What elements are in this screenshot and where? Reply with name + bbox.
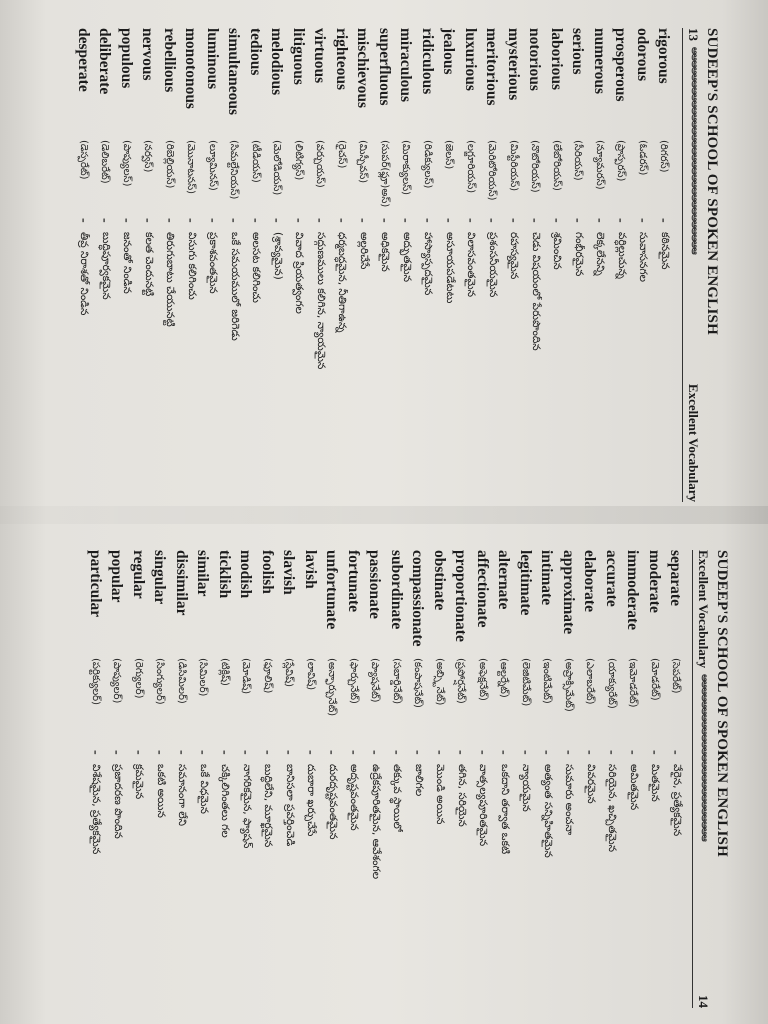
- vocab-meaning: విసుగు కలిగించు: [185, 232, 198, 300]
- vocab-entry: [94, 28, 116, 502]
- vocab-word: notorious: [526, 28, 544, 91]
- vocab-pronunciation: (మొనాటనస్): [185, 140, 197, 194]
- vocab-entry: [352, 28, 374, 502]
- left-page-title: SUDEEP'S SCHOOL OF SPOKEN ENGLISH: [704, 28, 720, 335]
- vocab-word: odorous: [633, 28, 651, 82]
- vocab-entry: [643, 550, 665, 1008]
- vocab-word: fortunate: [344, 550, 362, 612]
- vocab-pronunciation: (మోడిష్): [240, 658, 252, 695]
- vocab-dash: -: [290, 218, 306, 223]
- vocab-word: proportionate: [452, 550, 470, 642]
- vocab-pronunciation: (ఆల్టర్నేట్): [498, 658, 510, 698]
- vocab-word: miraculous: [397, 28, 415, 103]
- vocab-pronunciation: (రైచస్): [335, 140, 347, 169]
- vocab-entry: [622, 550, 644, 1008]
- vocab-pronunciation: (డెలిబరేట్): [99, 140, 111, 184]
- vocab-entry: [428, 550, 450, 1008]
- vocab-pronunciation: (పాప్యులర్): [111, 658, 123, 704]
- vocab-pronunciation: (టిక్లిష్): [218, 658, 230, 686]
- vocab-pronunciation: (రిడిక్యులస్): [421, 140, 433, 189]
- vocab-dash: -: [367, 750, 383, 755]
- vocab-entry: [72, 28, 94, 502]
- vocab-meaning: బుద్ధిలేని, మూర్ఖమైన: [262, 764, 275, 848]
- vocab-dash: -: [130, 750, 146, 755]
- vocab-dash: -: [441, 218, 457, 223]
- vocab-meaning: సుమారు అంచనా: [563, 764, 576, 836]
- vocab-pronunciation: (పర్టిక్యులర్): [89, 658, 101, 706]
- vocab-entry: [299, 550, 321, 1008]
- vocab-pronunciation: (మిరాక్యులస్): [400, 140, 412, 196]
- vocab-word: intimate: [538, 550, 556, 606]
- vocab-word: laborious: [547, 28, 565, 91]
- vocab-meaning: ఒకదాని తర్వాత ఒకటి: [498, 764, 511, 855]
- vocab-word: rigorous: [655, 28, 673, 84]
- vocab-word: separate: [667, 550, 685, 606]
- vocab-word: dissimilar: [172, 550, 190, 616]
- vocab-dash: -: [324, 750, 340, 755]
- vocab-dash: -: [312, 218, 328, 223]
- vocab-dash: -: [548, 218, 564, 223]
- vocab-entry: [665, 550, 687, 1008]
- vocab-dash: -: [613, 218, 629, 223]
- vocab-meaning: వివాద ప్రియత్వంగల: [293, 232, 306, 314]
- vocab-word: singular: [151, 550, 169, 605]
- right-page-title: SUDEEP'S SCHOOL OF SPOKEN ENGLISH: [714, 550, 730, 857]
- vocab-word: melodious: [268, 28, 286, 96]
- vocab-meaning: బుద్ధిపూర్వకమైన: [99, 232, 112, 300]
- vocab-word: nervous: [139, 28, 157, 81]
- vocab-pronunciation: (మెరిటోరియస్): [486, 140, 498, 201]
- vocab-word: mischievous: [354, 28, 372, 109]
- vocab-dash: -: [173, 750, 189, 755]
- vocab-entry: [149, 550, 171, 1008]
- vocab-dash: -: [474, 750, 490, 755]
- vocab-word: prosperous: [612, 28, 630, 102]
- vocab-pronunciation: (సిమల్టేనియస్): [228, 140, 240, 200]
- vocab-word: righteous: [332, 28, 350, 90]
- vocab-meaning: సరియైన, ఖచ్చితమైన: [606, 764, 619, 852]
- vocab-dash: -: [152, 750, 168, 755]
- vocab-pronunciation: (సింగ్యులర్): [154, 658, 166, 705]
- vocab-dash: -: [75, 218, 91, 223]
- vocab-entry: [201, 28, 223, 502]
- vocab-word: passionate: [366, 550, 384, 619]
- vocab-meaning: శ్రమించిన: [551, 232, 564, 270]
- vocab-entry: [244, 28, 266, 502]
- vocab-meaning: కలత చెందునట్టి: [142, 232, 155, 297]
- vocab-word: accurate: [602, 550, 620, 607]
- decorative-border-pattern: ఆఆఆఆఆఆఆఆఆఆఆఆఆఆఆఆఆఆఆఆఆఆఆఆఆఆఆఆఆఆఆ: [689, 47, 699, 255]
- vocab-entry: [364, 550, 386, 1008]
- vocab-dash: -: [668, 750, 684, 755]
- vocab-meaning: అల్లరిచేసే: [357, 232, 370, 270]
- vocab-entry: [330, 28, 352, 502]
- vocab-entry: [309, 28, 331, 502]
- vocab-dash: -: [140, 218, 156, 223]
- vocab-word: mysterious: [504, 28, 522, 101]
- vocab-pronunciation: (ప్యాషనేట్): [369, 658, 381, 703]
- vocab-entry: [115, 28, 137, 502]
- vocab-pronunciation: (అప్రాక్సిమేట్): [562, 658, 574, 712]
- vocab-meaning: ఒకే విధమైన: [197, 764, 210, 814]
- vocab-dash: -: [345, 750, 361, 755]
- vocab-meaning: విలాసవంతమైన: [465, 232, 478, 297]
- vocab-entry: [600, 550, 622, 1008]
- vocab-dash: -: [183, 218, 199, 223]
- vocab-pronunciation: (ల్యూమినస్): [206, 140, 218, 191]
- vocab-pronunciation: (పాప్యులస్): [120, 140, 132, 187]
- vocab-dash: -: [195, 750, 211, 755]
- vocab-pronunciation: (సెపరేట్): [670, 658, 682, 694]
- vocab-word: jealous: [440, 28, 458, 75]
- vocab-meaning: మొండి అయిన: [434, 764, 447, 825]
- vocab-word: moderate: [645, 550, 663, 613]
- vocab-pronunciation: (లగ్జూరియస్): [464, 140, 476, 194]
- vocab-entry: [631, 28, 653, 502]
- vocab-meaning: దుబారా ఖర్చుచేసే: [305, 764, 318, 837]
- vocab-pronunciation: (ఫూలిష్): [261, 658, 273, 694]
- vocab-meaning: ప్రకాశవంతమైన: [207, 232, 220, 294]
- vocab-dash: -: [517, 750, 533, 755]
- vocab-entry: [459, 28, 481, 502]
- vocab-dash: -: [539, 750, 555, 755]
- vocab-dash: -: [453, 750, 469, 755]
- vocab-pronunciation: (మెలోడియస్): [271, 140, 283, 196]
- vocab-dash: -: [281, 750, 297, 755]
- vocab-meaning: జనంతో నిండిన: [121, 232, 134, 294]
- vocab-dash: -: [355, 218, 371, 223]
- vocab-pronunciation: (మిస్చీవస్): [357, 140, 369, 184]
- vocab-word: alternate: [495, 550, 513, 610]
- vocab-word: luminous: [203, 28, 221, 90]
- vocab-entry: [579, 550, 601, 1008]
- vocab-meaning: ధర్మబద్ధమైన, నీతిగాఉన్న: [336, 232, 349, 333]
- vocab-dash: -: [87, 750, 103, 755]
- vocab-meaning: అధికమైన: [379, 232, 392, 272]
- vocab-dash: -: [333, 218, 349, 223]
- vocab-pronunciation: (లావిష్): [304, 658, 316, 691]
- vocab-meaning: ఒకే సమయములో జరిగెడు: [228, 232, 241, 341]
- vocab-entry: [524, 28, 546, 502]
- vocab-word: monotonous: [182, 28, 200, 109]
- vocab-dash: -: [97, 218, 113, 223]
- vocab-word: legitimate: [516, 550, 534, 616]
- vocab-meaning: ప్రశంసనీయమైన: [486, 232, 499, 298]
- vocab-dash: -: [302, 750, 318, 755]
- vocab-entry: [450, 550, 472, 1008]
- vocab-word: lavish: [301, 550, 319, 589]
- vocab-meaning: లెక్కలేనన్ని: [594, 232, 607, 276]
- vocab-dash: -: [431, 750, 447, 755]
- vocab-word: regular: [129, 550, 147, 599]
- vocab-word: modish: [237, 550, 255, 599]
- vocab-meaning: కఠినమైన: [658, 232, 671, 270]
- vocab-dash: -: [259, 750, 275, 755]
- vocab-meaning: వేరైన, ప్రత్యేకమైన: [670, 764, 683, 837]
- vocab-meaning: అద్భుతమైన: [400, 232, 413, 282]
- vocab-dash: -: [582, 750, 598, 755]
- vocab-dash: -: [484, 218, 500, 223]
- vocab-word: slavish: [280, 550, 298, 595]
- vocab-meaning: సువాసనగల: [637, 232, 650, 282]
- vocab-pronunciation: (డిసిమిలర్): [175, 658, 187, 704]
- vocab-meaning: అదృష్టవంతమైన: [348, 764, 361, 831]
- vocab-dash: -: [527, 218, 543, 223]
- vocab-word: desperate: [74, 28, 92, 92]
- vocab-pronunciation: (రిబెల్లియస్): [163, 140, 175, 189]
- vocab-entry: [192, 550, 214, 1008]
- vocab-meaning: అత్యంత సన్నిహితమైన: [541, 764, 554, 858]
- vocab-pronunciation: (స్లేవిష్): [283, 658, 295, 688]
- vocab-meaning: వర్ధిల్లుచున్న: [615, 232, 628, 279]
- vocab-meaning: న్యాయమైన: [520, 764, 533, 812]
- vocab-dash: -: [238, 750, 254, 755]
- vocab-entry: [213, 550, 235, 1008]
- vocab-word: similar: [194, 550, 212, 597]
- vocab-meaning: బానిసలా ప్రవర్తించెడి: [283, 764, 296, 847]
- vocab-pronunciation: (నర్వస్): [142, 140, 154, 173]
- vocab-entry: [342, 550, 364, 1008]
- right-page: [0, 520, 768, 1024]
- right-vocabulary-list: [84, 550, 686, 1008]
- vocab-meaning: దురదృష్టవంతమైన: [326, 764, 339, 840]
- vocab-meaning: గంభీరమైన: [572, 232, 585, 277]
- decorative-border-pattern: ఆఆఆఆఆఆఆఆఆఆఆఆఆఆఆఆఆఆఆఆఆఆఆఆఆ: [699, 674, 709, 842]
- vocab-pronunciation: (ఇంటిమేట్): [541, 658, 553, 704]
- vocab-entry: [588, 28, 610, 502]
- vocab-dash: -: [410, 750, 426, 755]
- right-page-subtitle: Excellent Vocabulary: [696, 550, 711, 669]
- vocab-pronunciation: (లేబోరియస్): [550, 140, 562, 191]
- vocab-meaning: తక్కువ స్థాయిలో: [391, 764, 404, 833]
- vocab-meaning: మితమైన: [649, 764, 662, 802]
- vocab-pronunciation: (వర్చుయస్): [314, 140, 326, 188]
- vocab-dash: -: [656, 218, 672, 223]
- vocab-word: compassionate: [409, 550, 427, 647]
- vocab-pronunciation: (అబ్స్టినేట్): [433, 658, 445, 706]
- vocab-word: serious: [569, 28, 587, 75]
- vocab-entry: [557, 550, 579, 1008]
- vocab-pronunciation: (యాక్యురేట్): [605, 658, 617, 709]
- vocab-meaning: తిరుగుబాటు చేయునట్టి: [164, 232, 177, 327]
- vocab-meaning: హాస్యాస్పదమైన: [422, 232, 435, 296]
- vocab-entry: [471, 550, 493, 1008]
- vocab-pronunciation: (రిగరస్): [658, 140, 670, 173]
- vocab-pronunciation: (కంపాషనేట్): [412, 658, 424, 708]
- vocab-pronunciation: (సిమిలర్): [197, 658, 209, 697]
- vocab-entry: [407, 550, 429, 1008]
- vocab-pronunciation: (సబార్డినేట్): [390, 658, 402, 705]
- vocab-entry: [373, 28, 395, 502]
- vocab-word: ticklish: [215, 550, 233, 599]
- vocab-word: simultaneous: [225, 28, 243, 115]
- vocab-entry: [256, 550, 278, 1008]
- vocab-entry: [137, 28, 159, 502]
- vocab-dash: -: [560, 750, 576, 755]
- vocab-meaning: (శ్రావ్యమైన): [271, 232, 284, 280]
- vocab-dash: -: [204, 218, 220, 223]
- vocab-entry: [321, 550, 343, 1008]
- vocab-dash: -: [161, 218, 177, 223]
- vocab-meaning: వివరమైన: [584, 764, 597, 804]
- vocab-entry: [223, 28, 245, 502]
- vocab-dash: -: [570, 218, 586, 223]
- vocab-pronunciation: (ఓడరస్): [636, 140, 648, 176]
- vocab-meaning: తగిన, సరియైన: [455, 764, 468, 827]
- vocab-pronunciation: (ఫార్చునేట్): [347, 658, 359, 704]
- vocab-word: particular: [86, 550, 104, 618]
- vocab-pronunciation: (లిటిగ్యస్): [292, 140, 304, 181]
- vocab-dash: -: [269, 218, 285, 223]
- vocab-word: obstinate: [430, 550, 448, 611]
- vocab-pronunciation: (ఎలాబరేట్): [584, 658, 596, 705]
- vocab-entry: [567, 28, 589, 502]
- vocab-entry: [653, 28, 675, 502]
- vocab-dash: -: [625, 750, 641, 755]
- vocab-meaning: తీవ్ర నిరాశతో నిండిన: [78, 232, 91, 316]
- vocab-entry: [416, 28, 438, 502]
- vocab-meaning: అమితమైన: [627, 764, 640, 811]
- vocab-word: litiguous: [289, 28, 307, 85]
- left-page-header-line: [685, 28, 701, 502]
- vocab-word: ridiculous: [418, 28, 436, 95]
- vocab-pronunciation: (ప్రాస్పరస్): [615, 140, 627, 182]
- vocab-word: approximate: [559, 550, 577, 635]
- vocab-entry: [536, 550, 558, 1008]
- vocab-pronunciation: (రెగ్యులర్): [132, 658, 144, 699]
- vocab-dash: -: [634, 218, 650, 223]
- vocab-word: foolish: [258, 550, 276, 594]
- vocab-entry: [84, 550, 106, 1008]
- vocab-entry: [545, 28, 567, 502]
- vocab-meaning: సద్గుణములు కలిగిన, న్యాయమైన: [314, 232, 327, 370]
- vocab-entry: [127, 550, 149, 1008]
- vocab-pronunciation: (అన్ఫార్చునేట్): [326, 658, 338, 717]
- vocab-meaning: అసూయపడేటటు: [443, 232, 456, 304]
- vocab-dash: -: [216, 750, 232, 755]
- vocab-pronunciation: (సుపర్(ఫ్లూ)అస్): [378, 140, 390, 208]
- vocab-word: superfluous: [375, 28, 393, 106]
- vocab-word: luxurious: [461, 28, 479, 91]
- vocab-entry: [493, 550, 515, 1008]
- vocab-word: populous: [117, 28, 135, 89]
- vocab-word: subordinate: [387, 550, 405, 630]
- right-page-number: 14: [696, 995, 711, 1008]
- vocab-word: virtuous: [311, 28, 329, 84]
- vocab-pronunciation: (సీరియస్): [572, 140, 584, 181]
- vocab-meaning: రహస్యమైన: [508, 232, 521, 280]
- vocab-word: popular: [108, 550, 126, 603]
- vocab-pronunciation: (టీడియస్): [249, 140, 261, 183]
- left-page-subtitle: Excellent Vocabulary: [686, 383, 701, 502]
- vocab-entry: [170, 550, 192, 1008]
- vocab-entry: [502, 28, 524, 502]
- vocab-pronunciation: (ఇమోడరేట్): [627, 658, 639, 708]
- vocab-entry: [395, 28, 417, 502]
- vocab-pronunciation: (డెస్పరేట్): [77, 140, 89, 180]
- header-rule: [692, 550, 693, 1008]
- vocab-meaning: విశేషమైన, ప్రత్యేకమైన: [90, 764, 103, 855]
- vocab-entry: [438, 28, 460, 502]
- vocab-meaning: ప్రజాదరణ పొందిన: [111, 764, 124, 839]
- vocab-dash: -: [462, 218, 478, 223]
- vocab-word: meritorious: [483, 28, 501, 106]
- vocab-meaning: సమానంగా లేని: [176, 764, 189, 827]
- vocab-dash: -: [226, 218, 242, 223]
- vocab-entry: [235, 550, 257, 1008]
- vocab-word: deliberate: [96, 28, 114, 95]
- vocab-entry: [158, 28, 180, 502]
- vocab-word: elaborate: [581, 550, 599, 612]
- vocab-entry: [481, 28, 503, 502]
- vocab-dash: -: [109, 750, 125, 755]
- vocab-meaning: చక్కిలిగింతలు గల: [219, 764, 232, 838]
- vocab-word: numerous: [590, 28, 608, 95]
- vocab-entry: [385, 550, 407, 1008]
- vocab-pronunciation: (మోడరేట్): [648, 658, 660, 701]
- vocab-entry: [610, 28, 632, 502]
- vocab-meaning: క్రమమైన: [133, 764, 146, 800]
- vocab-dash: -: [247, 218, 263, 223]
- vocab-dash: -: [398, 218, 414, 223]
- vocab-pronunciation: (లెజిటిమేట్): [519, 658, 531, 707]
- vocab-meaning: జాలిగల: [412, 764, 425, 797]
- vocab-meaning: నాగరికమైన, ఫ్యాషన్: [240, 764, 253, 849]
- vocab-entry: [287, 28, 309, 502]
- vocab-meaning: వాత్సల్యపూరితమైన: [477, 764, 490, 847]
- vocab-pronunciation: (జెలస్): [443, 140, 455, 170]
- right-page-header-line: [695, 550, 711, 1008]
- vocab-dash: -: [376, 218, 392, 223]
- left-vocabulary-list: [72, 28, 674, 502]
- vocab-pronunciation: (ప్రపోర్షనేట్): [455, 658, 467, 704]
- vocab-pronunciation: (న్యూమరస్): [593, 140, 605, 190]
- header-rule: [682, 28, 683, 502]
- vocab-pronunciation: (నొటోరియస్): [529, 140, 541, 193]
- vocab-word: unfortunate: [323, 550, 341, 630]
- vocab-meaning: అలసట కలిగించు: [250, 232, 263, 303]
- vocab-dash: -: [505, 218, 521, 223]
- vocab-meaning: చెడు విషయంలో పేరుపొందిన: [529, 232, 542, 351]
- vocab-dash: -: [419, 218, 435, 223]
- vocab-entry: [514, 550, 536, 1008]
- vocab-dash: -: [118, 218, 134, 223]
- vocab-meaning: ఉద్రేకపూరితమైన, ఆవేశంగల: [369, 764, 382, 880]
- vocab-dash: -: [388, 750, 404, 755]
- vocab-word: tedious: [246, 28, 264, 76]
- vocab-pronunciation: (మిస్టీరియస్): [507, 140, 519, 192]
- vocab-word: immoderate: [624, 550, 642, 631]
- vocab-word: rebellious: [160, 28, 178, 93]
- vocab-dash: -: [496, 750, 512, 755]
- vocab-entry: [278, 550, 300, 1008]
- vocab-entry: [180, 28, 202, 502]
- vocab-dash: -: [603, 750, 619, 755]
- vocab-meaning: ఒకటి అయిన: [154, 764, 167, 818]
- vocab-dash: -: [591, 218, 607, 223]
- left-page-number: 13: [686, 28, 701, 41]
- vocab-word: affectionate: [473, 550, 491, 628]
- vocab-entry: [266, 28, 288, 502]
- vocab-entry: [106, 550, 128, 1008]
- vocab-dash: -: [646, 750, 662, 755]
- vocab-pronunciation: (అఫెక్షనేట్): [476, 658, 488, 701]
